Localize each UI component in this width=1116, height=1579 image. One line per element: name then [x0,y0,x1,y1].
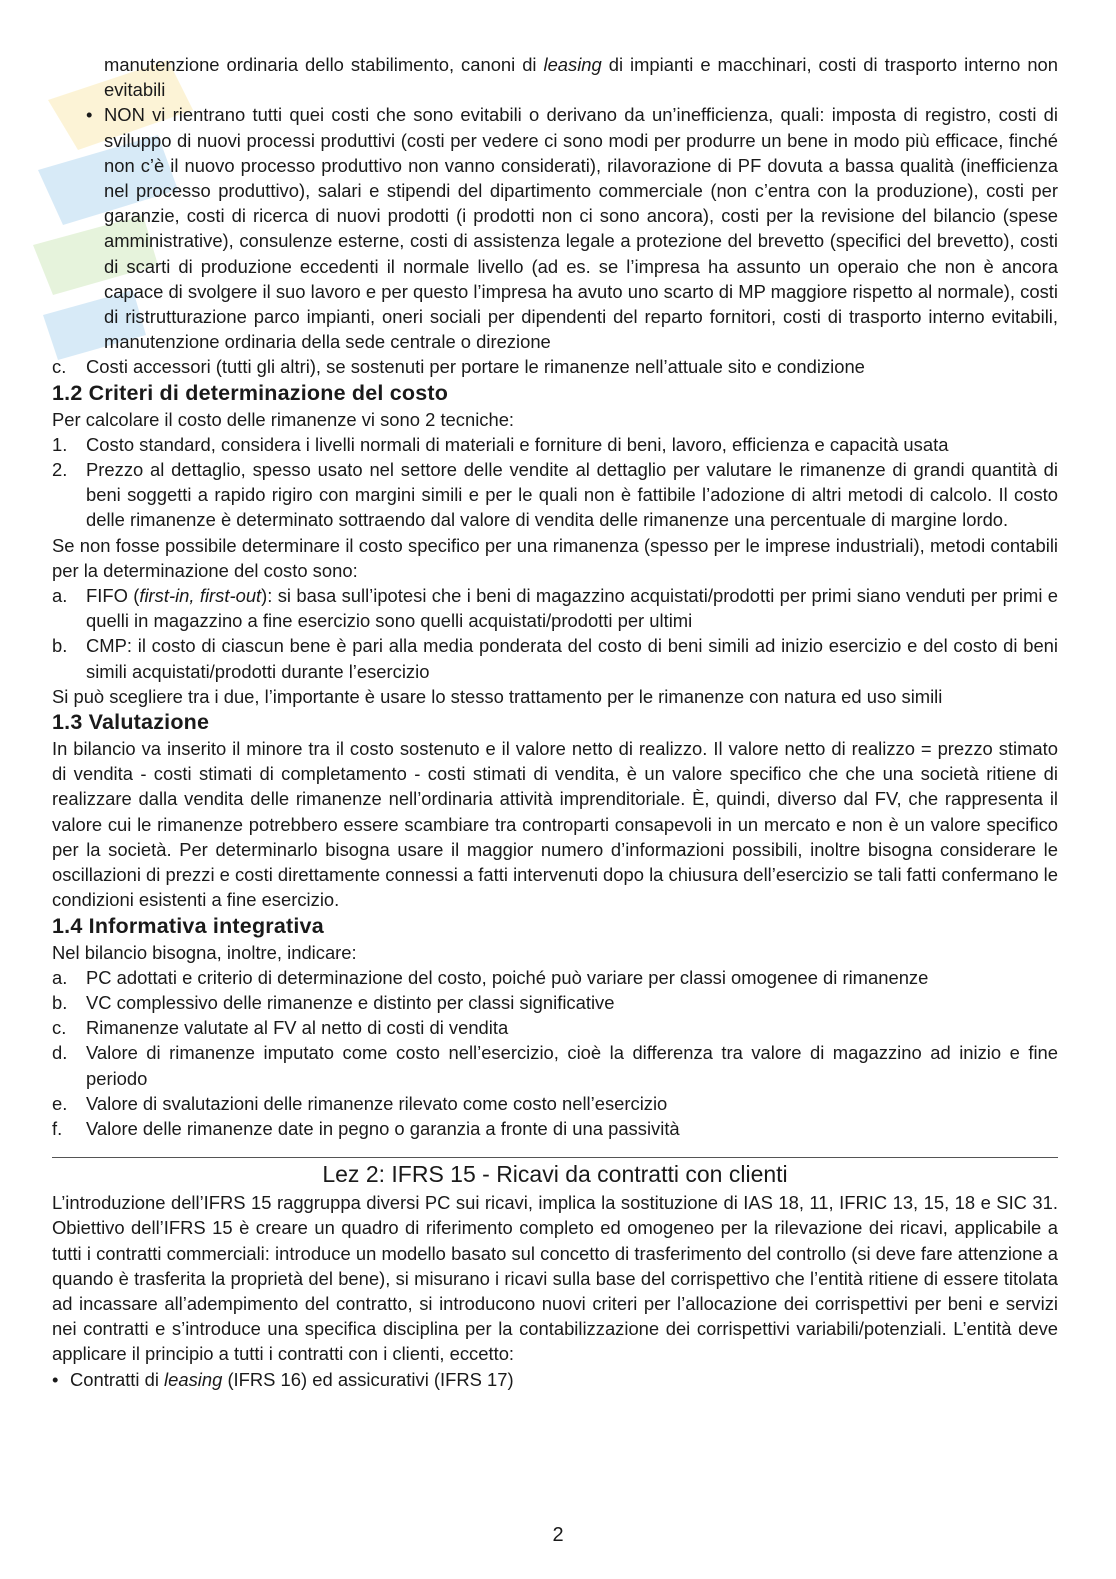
bullet-marker: • [86,104,93,126]
bullet-marker: • [52,1368,59,1390]
section-heading-1-3: 1.3 Valutazione [52,710,210,735]
page-number: 2 [552,1524,564,1546]
non-rientrano-bullet [52,102,1058,354]
list-item: 2. Prezzo al dettaglio, spesso usato nel settore delle vendite al dettaglio per valutare le rimanenze di grandi quantità di beni soggetti a rapido rigiro con margini simili e per le quali non è fattibile l’adozione di altri metodi di calcolo. Il costo delle rimanenze è determinato sottraendo dal valore di vendita delle rimanenze una percentuale di margine lordo. [52,459,1058,531]
list-item-c: c. Costi accessori (tutti gli altri), se sostenuti per portare le rimanenze nell’attuale sito e condizione [52,356,865,378]
list-item-cmp: b. CMP: il costo di ciascun bene è pari alla media ponderata del costo di beni simili ad inizio esercizio e del costo di beni simili acquistati/prodotti durante l’esercizio [52,635,1058,682]
list-item: 1. Costo standard, considera i livelli normali di materiali e forniture di beni, lavoro, efficienza e capacità usata [52,433,949,455]
list-item: c. Rimanenze valutate al FV al netto di costi di vendita [52,1017,509,1039]
page-content [52,52,1058,1392]
section-1-2-paragraph: Se non fosse possibile determinare il costo specifico per una rimanenza (spesso per le imprese industriali), metodi contabili per la determinazione del costo sono: [52,534,1058,581]
lecture-2-bullet: • Contratti di leasing (IFRS 16) ed assicurativi (IFRS 17) [52,1367,1058,1392]
section-1-2-intro: Per calcolare il costo delle rimanenze vi sono 2 tecniche: [52,408,515,430]
continued-line: manutenzione ordinaria dello stabilimento, canoni di leasing di impianti e macchinari, costi di trasporto interno non evitabili [104,54,1058,101]
section-heading-1-4: 1.4 Informativa integrativa [52,913,324,938]
bullet-text: NON vi rientrano tutti quei costi che sono evitabili o derivano da un’inefficienza, quali: imposta di registro, costi di sviluppo di nuovi processi produttivi (costi per vedere ci sono modi per produrre un bene in modo più efficace, finché non c’è il nuovo processo produttivo non vanno considerati), rilavorazione di PF dovuta a bassa qualità (inefficienza nel processo produttivo), salari e stipendi del dipartimento commerciale (non c’entra con la produzione), costi per garanzie, costi di ricerca di nuovi prodotti (i prodotti non ci sono ancora), costi per la revisione del bilancio (spese amministrative), consulenze esterne, costi di assistenza legale a protezione del brevetto (specifici del brevetto), costi di scarti di produzione eccedenti il normale livello (ad es. se l’impresa ha assunto un operaio che non è ancora capace di svolgere il suo lavoro e per questo l’impresa ha avuto uno scarto di MP maggiore rispetto al normale), costi di ristrutturazione parco impianti, oneri sociali per dipendenti del reparto fornitori, costi di trasporto interno evitabili, manutenzione ordinaria della sede centrale o direzione [104,104,1058,353]
list-item: b. VC complessivo delle rimanenze e distinto per classi significative [52,991,615,1013]
lecture-title: Lez 2: IFRS 15 - Ricavi da contratti con clienti [322,1161,788,1188]
section-heading-1-2: 1.2 Criteri di determinazione del costo [52,380,449,405]
list-item: a. PC adottati e criterio di determinazione del costo, poiché può variare per classi omogenee di rimanenze [52,966,929,988]
list-item: d. Valore di rimanenze imputato come costo nell’esercizio, cioè la differenza tra valore di magazzino ad inizio e fine periodo [52,1042,1058,1089]
section-1-2-closing: Si può scegliere tra i due, l’importante è usare lo stesso trattamento per le rimanenze con natura ed uso simili [52,685,943,707]
lecture-2-body: L’introduzione dell’IFRS 15 raggruppa diversi PC sui ricavi, implica la sostituzione di IAS 18, 11, IFRIC 13, 15, 18 e SIC 31. Obiettivo dell’IFRS 15 è creare un quadro di riferimento completo ed omogeneo per la rilevazione dei ricavi, applicabile a tutti i contratti commerciali: introduce un modello basato sul concetto di trasferimento del controllo (si deve fare attenzione a quando è trasferita la proprietà del bene), si misurano i ricavi sulla base del corrispettivo che l’entità ritiene di essere titolata ad incassare all’adempimento del contratto, si introducono nuovi criteri per l’allocazione dei corrispettivi per beni e servizi nei contratti e s’introduce una specifica disciplina per la contabilizzazione dei corrispettivi variabili/potenziali. L’entità deve applicare il principio a tutti i contratti con i clienti, eccetto: [52,1192,1058,1365]
section-divider [52,1157,1058,1158]
list-item-fifo: a. FIFO (first-in, first-out): si basa sull’ipotesi che i beni di magazzino acquistati/prodotti per primi siano venduti per primi e quelli in magazzino a fine esercizio sono quelli acquistati/prodotti per ultimi [52,585,1058,632]
list-item: f. Valore delle rimanenze date in pegno o garanzia a fronte di una passività [52,1117,680,1139]
section-1-3-body: In bilancio va inserito il minore tra il costo sostenuto e il valore netto di realizzo. Il valore netto di realizzo = prezzo stimato di vendita - costi stimati di completamento - costi stimati di vendita, è un valore specifico che che una società ritiene di realizzare dalla vendita delle rimanenze nell’ordinaria attività imprenditoriale. È, quindi, diverso dal FV, che rappresenta il valore cui le rimanenze potrebbero essere scambiare tra controparti consapevoli in un mercato e non è un valore specifico per la società. Per determinarlo bisogna usare il maggior numero d’informazioni possibili, inoltre bisogna considerare le oscillazioni di prezzi e costi direttamente connessi a fatti intervenuti dopo la chiusura dell’esercizio se tali fatti confermano le condizioni esistenti a fine esercizio. [52,738,1058,911]
list-item: e. Valore di svalutazioni delle rimanenze rilevato come costo nell’esercizio [52,1092,668,1114]
section-1-4-intro: Nel bilancio bisogna, inoltre, indicare: [52,941,357,963]
